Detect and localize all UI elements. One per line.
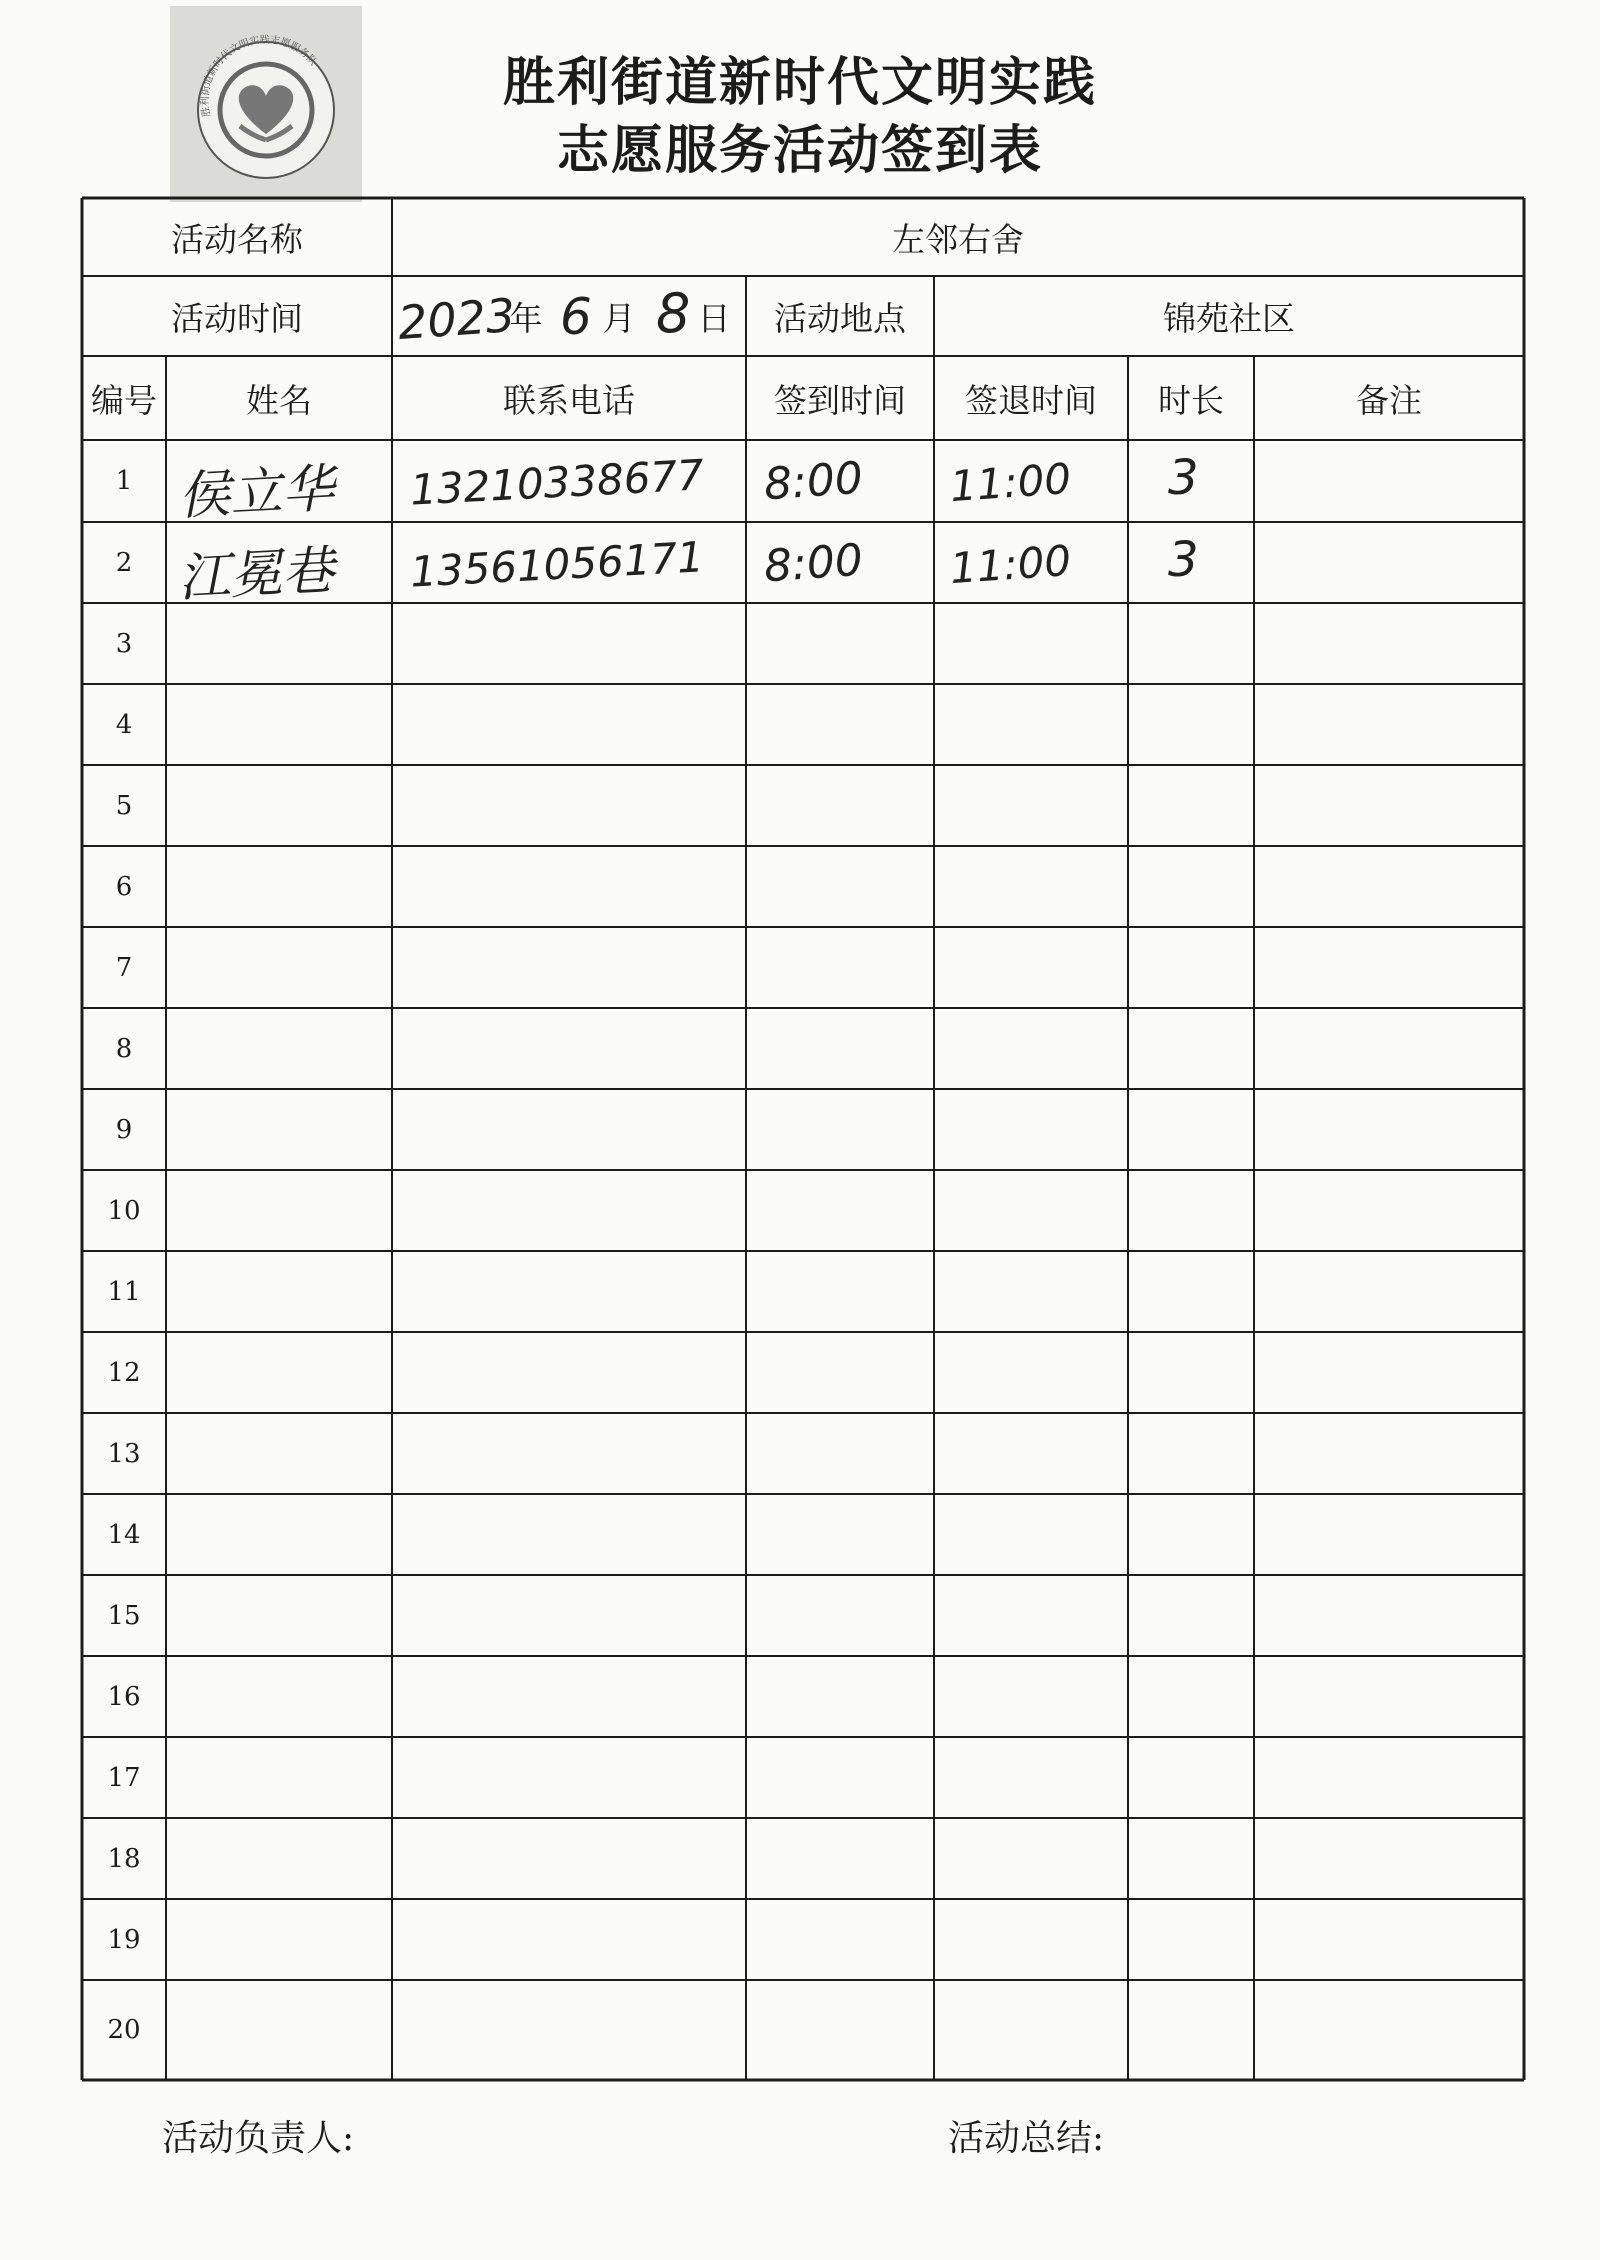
column-header-7: 备注 [1356, 380, 1422, 420]
row-number-15: 15 [107, 1600, 141, 1631]
activity-time-label: 活动时间 [171, 298, 303, 338]
handwritten-year: 2023 [396, 287, 517, 351]
handwritten-checkout-2: 11:00 [948, 535, 1073, 594]
handwritten-hours-1: 3 [1168, 450, 1199, 506]
column-header-1: 编号 [91, 380, 157, 420]
handwritten-phone-1: 13210338677 [408, 450, 706, 515]
activity-place-label: 活动地点 [774, 298, 906, 338]
handwritten-hours-2: 3 [1168, 532, 1199, 588]
row-number-17: 17 [107, 1762, 141, 1793]
date-month-unit: 月 [602, 298, 636, 338]
row-number-4: 4 [115, 709, 133, 740]
column-header-2: 姓名 [246, 380, 312, 420]
row-number-9: 9 [115, 1114, 133, 1145]
row-number-2: 2 [115, 547, 133, 578]
handwritten-month: 6 [560, 288, 592, 346]
activity-name-value: 左邻右舍 [892, 219, 1024, 259]
handwritten-phone-2: 13561056171 [408, 532, 706, 597]
handwritten-name-2: 江冕巷 [176, 540, 336, 610]
date-day-unit: 日 [697, 298, 731, 338]
row-number-12: 12 [107, 1357, 141, 1388]
handwritten-name-1: 侯立华 [176, 458, 336, 528]
row-number-20: 20 [107, 2015, 141, 2045]
activity-place-value: 锦苑社区 [1163, 298, 1295, 338]
row-number-8: 8 [115, 1033, 133, 1064]
date-year-unit: 年 [509, 298, 543, 338]
handwritten-checkout-1: 11:00 [948, 453, 1073, 512]
row-number-10: 10 [107, 1195, 141, 1226]
column-header-6: 时长 [1158, 380, 1224, 420]
handwritten-checkin-1: 8:00 [762, 452, 865, 511]
column-header-3: 联系电话 [503, 380, 635, 420]
row-number-7: 7 [115, 952, 133, 983]
row-number-16: 16 [107, 1681, 141, 1712]
row-number-18: 18 [107, 1843, 141, 1874]
row-number-14: 14 [107, 1519, 141, 1550]
row-number-11: 11 [107, 1276, 141, 1307]
seal-text: 胜利街道新时代文明实践志愿服务队 [199, 34, 319, 118]
activity-name-label: 活动名称 [171, 219, 303, 259]
leader-label: 活动负责人: [162, 2118, 355, 2159]
title-line-2: 志愿服务活动签到表 [556, 121, 1043, 181]
row-number-6: 6 [115, 871, 133, 902]
column-header-4: 签到时间 [774, 380, 906, 420]
title-line-1: 胜利街道新时代文明实践 [502, 53, 1097, 113]
row-number-5: 5 [115, 790, 133, 821]
handwritten-day: 8 [656, 282, 691, 345]
row-number-1: 1 [115, 466, 133, 496]
handwritten-checkin-2: 8:00 [762, 534, 865, 593]
column-header-5: 签退时间 [965, 380, 1097, 420]
row-number-3: 3 [115, 628, 133, 659]
summary-label: 活动总结: [948, 2118, 1105, 2159]
row-number-19: 19 [107, 1924, 141, 1955]
row-number-13: 13 [107, 1438, 141, 1469]
